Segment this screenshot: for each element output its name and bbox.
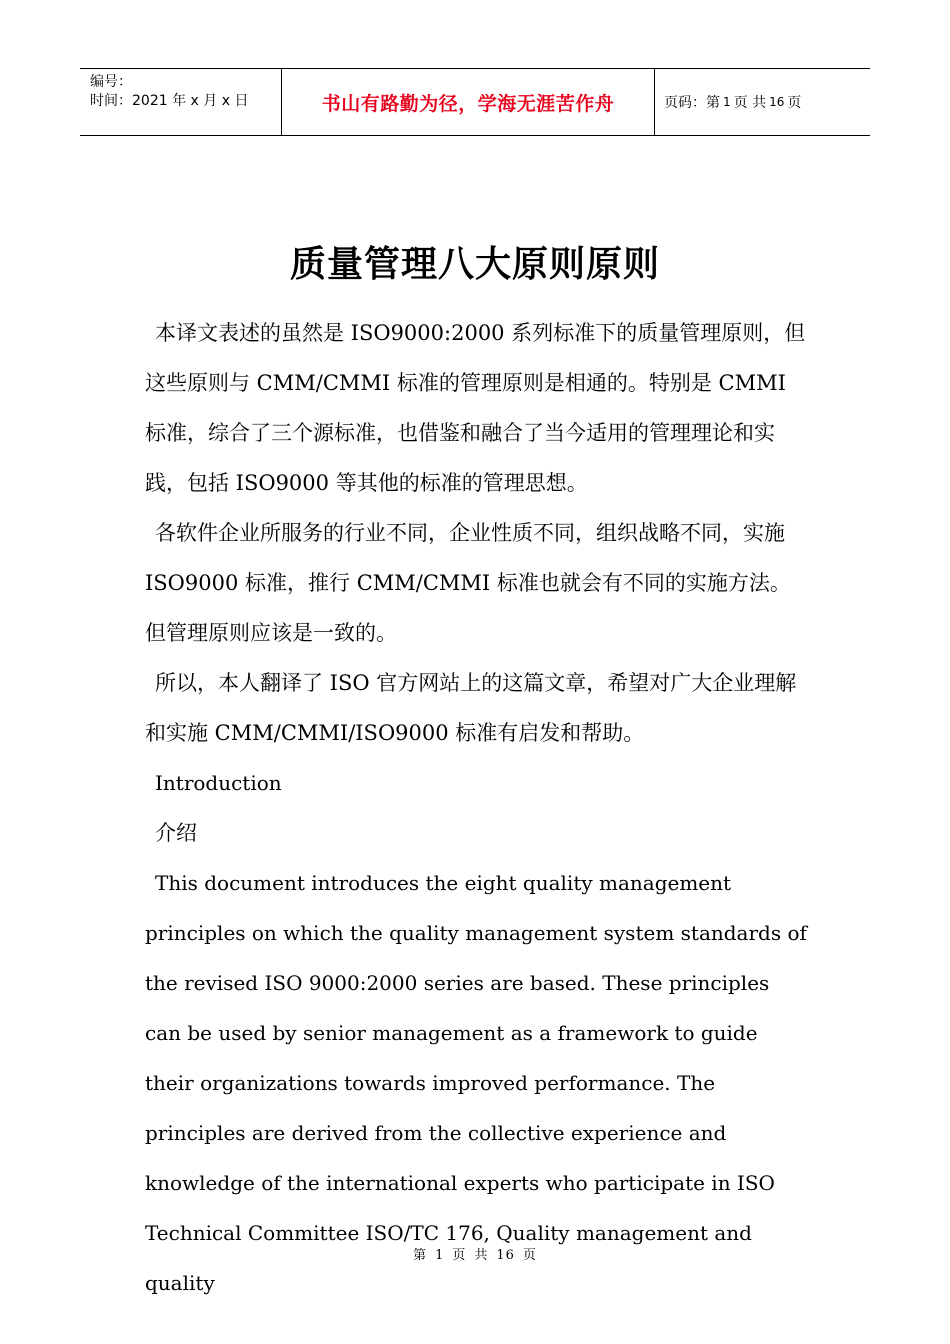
page-header (80, 68, 870, 136)
header-info-cell (80, 69, 282, 135)
section-heading-en: Introduction (155, 771, 282, 795)
footer-mid2: 共 (474, 1248, 489, 1263)
page-footer (0, 1244, 950, 1263)
footer-total-pages: 16 (496, 1248, 515, 1263)
page-total: 16 (769, 95, 785, 109)
page-label-prefix: 页码：第 (664, 95, 720, 111)
document-body (145, 308, 807, 1308)
paragraph: 各软件企业所服务的行业不同，企业性质不同，组织战略不同，实施 ISO9000 标准，推行 CMM/CMMI 标准也就会有不同的实施方法。但管理原则应该是一致的。 (145, 521, 791, 645)
page-current: 1 (723, 95, 731, 109)
page-label-suffix: 页 (787, 95, 802, 111)
paragraph: This document introduces the eight quality management principles on which the quality management system standards of the revised ISO 9000:2000 series are based. These principles can be used by senior management as a framework to guide their organizations towards improved performance. The principles are derived from the collective experience and knowledge of the international experts who participate in ISO Technical Committee ISO/TC 176, Quality management and quality (145, 871, 807, 1295)
footer-suffix: 页 (522, 1248, 537, 1263)
footer-current-page: 1 (435, 1248, 445, 1263)
page-label-mid: 页 共 (733, 95, 767, 111)
footer-mid1: 页 (452, 1248, 467, 1263)
footer-prefix: 第 (413, 1248, 428, 1263)
header-page-info (655, 69, 870, 135)
header-motto: 书山有路勤为径，学海无涯苦作舟 (282, 69, 655, 135)
paragraph: 所以，本人翻译了 ISO 官方网站上的这篇文章，希望对广大企业理解和实施 CMM/CMMI/ISO9000 标准有启发和帮助。 (145, 671, 797, 745)
date-text: 时间：2021 年 x 月 x 日 (90, 93, 249, 109)
document-title: 质量管理八大原则原则 (289, 244, 660, 285)
paragraph: 本译文表述的虽然是 ISO9000:2000 系列标准下的质量管理原则，但这些原则与 CMM/CMMI 标准的管理原则是相通的。特别是 CMMI 标准，综合了三个源标准，也借鉴和融合了当今适用的管理理论和实践，包括 ISO9000 等其他的标准的管理思想。 (145, 321, 806, 495)
doc-number-label: 编号： (90, 74, 132, 90)
section-heading-zh: 介绍 (155, 821, 197, 845)
